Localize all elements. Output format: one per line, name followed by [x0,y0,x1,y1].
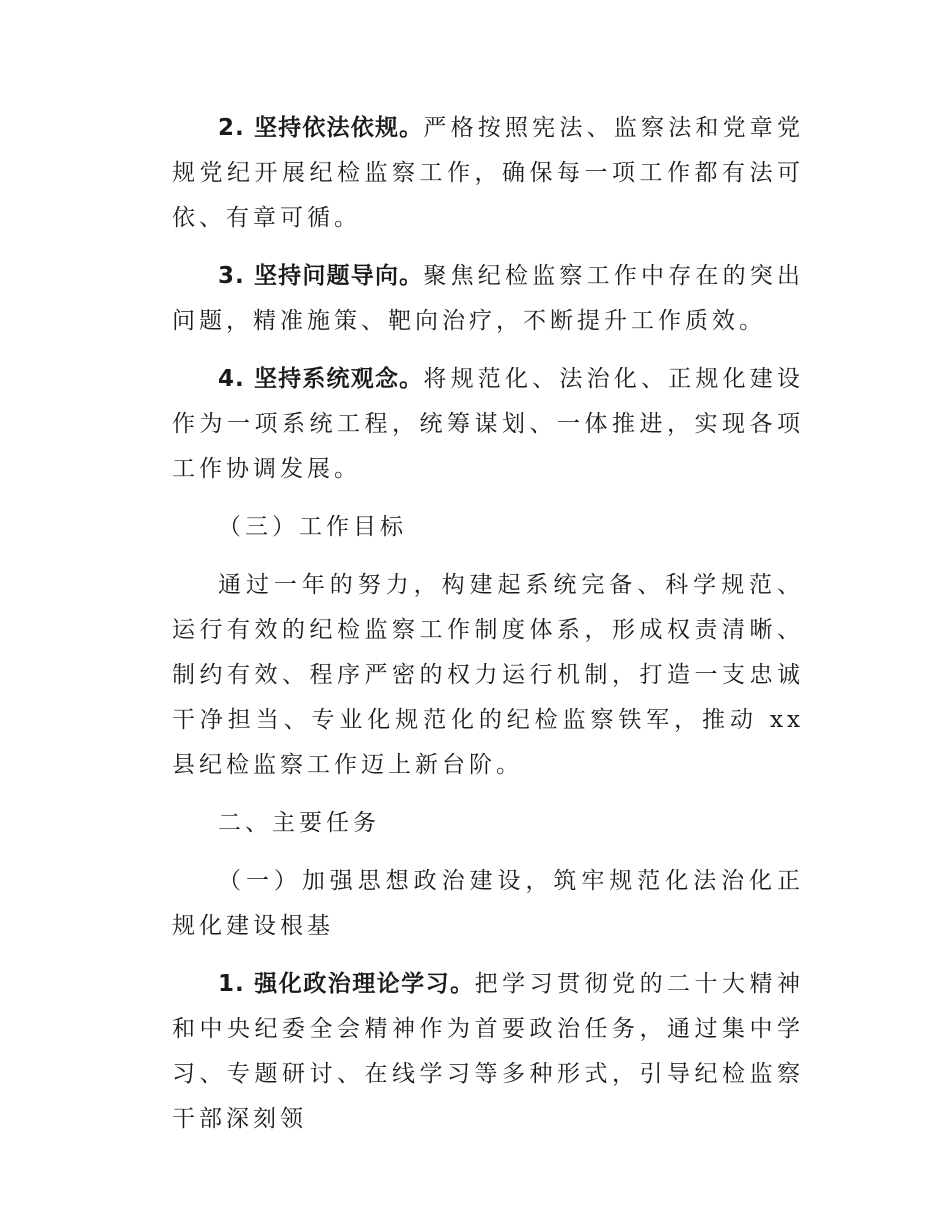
section-heading-main-tasks [172,801,804,846]
paragraph-theory-study [172,962,804,1142]
paragraph-lead: 3. 坚持问题导向。 [218,263,424,289]
section-heading-work-goals [172,505,804,550]
paragraph-text: 通过一年的努力，构建起系统完备、科学规范、运行有效的纪检监察工作制度体系，形成权责清晰、制约有效、程序严密的权力运行机制，打造一支忠诚干净担当、专业化规范化的纪检监察铁军，推动 xx 县纪检监察工作迈上新台阶。 [172,572,804,778]
subsection-heading-political-building [172,859,804,949]
paragraph-lead: 4. 坚持系统观念。 [218,366,424,392]
paragraph-principle-2 [172,106,804,241]
document-body [172,106,804,1142]
paragraph-text: 严格按照宪法、监察法和党章党规党纪开展纪检监察工作，确保每一项工作都有法可依、有章可循。 [172,115,805,231]
paragraph-work-goals [172,563,804,788]
paragraph-text: 把学习贯彻党的二十大精神和中央纪委全会精神作为首要政治任务，通过集中学习、专题研讨、在线学习等多种形式，引导纪检监察干部深刻领 [172,971,805,1132]
paragraph-lead: 1. 强化政治理论学习。 [218,971,475,997]
paragraph-lead: 2. 坚持依法依规。 [218,115,424,141]
paragraph-principle-3 [172,254,804,344]
heading-text: （一）加强思想政治建设，筑牢规范化法治化正规化建设根基 [172,868,804,939]
heading-text: 二、主要任务 [218,810,380,836]
paragraph-text: 聚焦纪检监察工作中存在的突出问题，精准施策、靶向治疗，不断提升工作质效。 [172,263,805,334]
paragraph-text: 将规范化、法治化、正规化建设作为一项系统工程，统筹谋划、一体推进，实现各项工作协调发展。 [172,366,805,482]
paragraph-principle-4 [172,357,804,492]
heading-text: （三）工作目标 [218,514,407,540]
